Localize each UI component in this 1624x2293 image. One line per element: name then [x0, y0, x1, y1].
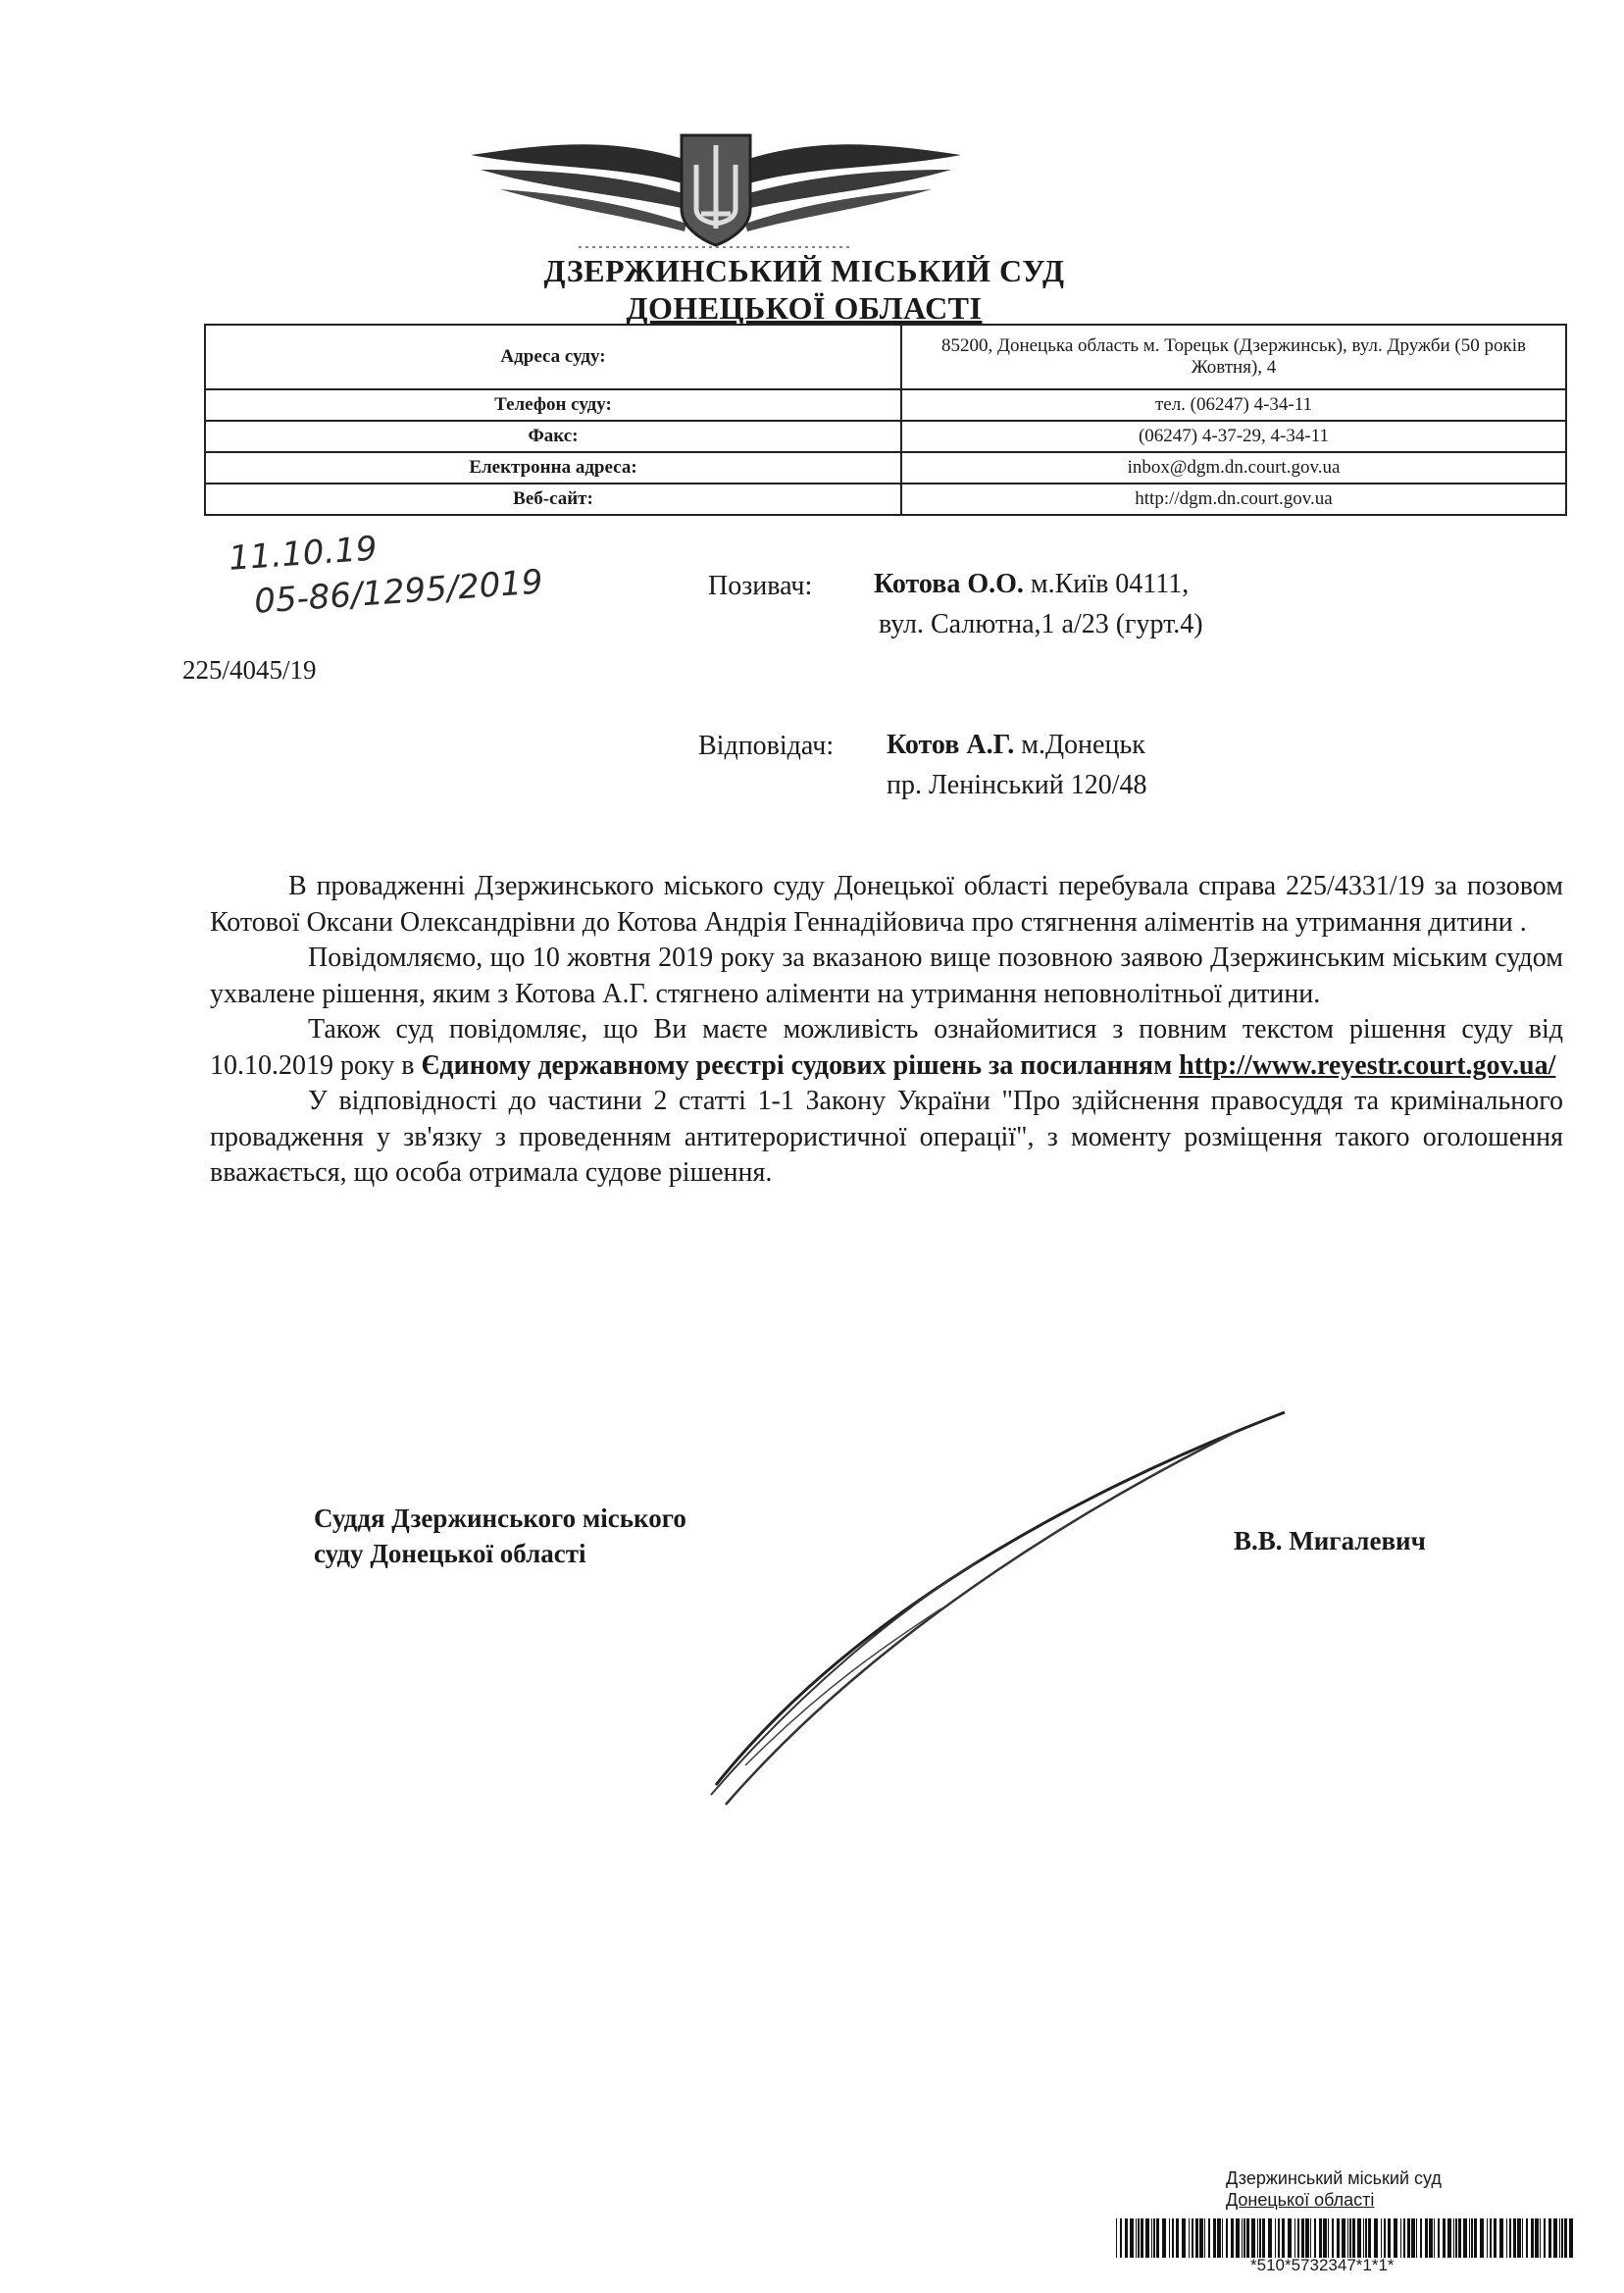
barcode-bar: [1535, 2218, 1539, 2258]
handwritten-reg-number: 05-86/1295/2019: [253, 562, 544, 622]
barcode-bar: [1509, 2218, 1511, 2258]
body-paragraph-2: Повідомляємо, що 10 жовтня 2019 року за вказаною вище позовною заявою Дзержинським міським судом ухвалене рішення, яким з Котова А.Г. стягнено аліменти на утримання неповнолітньої дитини.: [210, 943, 1563, 1009]
barcode-bar: [1156, 2218, 1159, 2258]
barcode-bar: [1268, 2218, 1272, 2258]
barcode-bar: [1314, 2218, 1316, 2258]
body-paragraph-3-text: Також суд повідомляє, що Ви маєте можливість ознайомитися з повним текстом рішення суду від 10.10.2019 року в: [210, 1014, 1563, 1081]
barcode-bar: [1394, 2218, 1397, 2258]
barcode-bar: [1125, 2218, 1128, 2258]
barcode-bar: [1192, 2218, 1193, 2258]
barcode-bar: [1332, 2218, 1334, 2258]
barcode-bar: [1153, 2218, 1155, 2258]
barcode-bar: [1400, 2218, 1401, 2258]
barcode-bar: [1357, 2218, 1361, 2258]
barcode-bar: [1429, 2218, 1433, 2258]
barcode-bar: [1176, 2218, 1179, 2258]
judge-title: [314, 1501, 686, 1571]
contact-row-fax: [205, 421, 1566, 452]
barcode-bar: [1548, 2218, 1551, 2258]
defendant-name: Котов А.Г.: [887, 730, 1015, 760]
barcode-bar: [1246, 2218, 1249, 2258]
footer-court-line1: Дзержинський міський суд: [1226, 2168, 1442, 2188]
handwritten-signature: [686, 1393, 1314, 1824]
barcode-bar: [1319, 2218, 1322, 2258]
barcode-number: *510*5732347*1*1*: [1250, 2256, 1395, 2274]
barcode-bar: [1347, 2218, 1348, 2258]
barcode-bar: [1162, 2218, 1166, 2258]
barcode-bar: [1474, 2218, 1477, 2258]
plaintiff-name: Котова О.О.: [874, 569, 1024, 599]
contact-label: Електронна адреса:: [205, 452, 901, 484]
defendant-label: Відповідач:: [698, 731, 835, 761]
plaintiff-address-1: м.Київ 04111,: [1030, 569, 1190, 599]
barcode-bar: [1199, 2218, 1203, 2258]
barcode-bar: [1262, 2218, 1265, 2258]
barcode-bar: [1471, 2218, 1473, 2258]
contact-label: Адреса суду:: [205, 325, 901, 389]
plaintiff-label: Позивач:: [708, 571, 813, 601]
barcode-bar: [1231, 2218, 1234, 2258]
barcode-bar: [1136, 2218, 1137, 2258]
barcode-bar: [1151, 2218, 1152, 2258]
plaintiff-address-2: вул. Салютна,1 а/23 (гурт.4): [879, 609, 1203, 639]
barcode-bar: [1172, 2218, 1174, 2258]
barcode-bar: [1222, 2218, 1223, 2258]
court-name-line1: ДЗЕРЖИНСЬКИЙ МІСЬКИЙ СУД: [543, 253, 1065, 288]
court-contacts-table: [204, 324, 1567, 516]
barcode-bar: [1310, 2218, 1311, 2258]
barcode-bar: [1544, 2218, 1546, 2258]
barcode-bar: [1368, 2218, 1371, 2258]
barcode-bar: [1522, 2218, 1523, 2258]
barcode-bar: [1365, 2218, 1367, 2258]
barcode-bar: [1553, 2218, 1557, 2258]
contact-value: (06247) 4-37-29, 4-34-11: [901, 421, 1566, 452]
court-name-line2: ДОНЕЦЬКОЇ ОБЛАСТІ: [626, 290, 983, 326]
barcode-bar: [1282, 2218, 1285, 2258]
barcode-bar: [1559, 2218, 1560, 2258]
barcode-bar: [1416, 2218, 1417, 2258]
judge-name: В.В. Мигалевич: [1234, 1526, 1426, 1555]
barcode-bar: [1305, 2218, 1309, 2258]
barcode-bar: [1182, 2218, 1186, 2258]
barcode-bar: [1130, 2218, 1134, 2258]
barcode-bar: [1388, 2218, 1391, 2258]
barcode-bar: [1259, 2218, 1261, 2258]
barcode-bar: [1294, 2218, 1295, 2258]
contact-label: Факс:: [205, 421, 901, 452]
barcode-bar: [1352, 2218, 1355, 2258]
barcode-bar: [1531, 2218, 1534, 2258]
barcode-bar: [1189, 2218, 1190, 2258]
barcode-bar: [1349, 2218, 1351, 2258]
registry-link[interactable]: http://www.reyestr.court.gov.ua/: [1179, 1049, 1556, 1081]
barcode-bar: [1455, 2218, 1457, 2258]
defendant-name-line: [887, 730, 1145, 761]
barcode-bar: [1384, 2218, 1386, 2258]
barcode-bar: [1138, 2218, 1140, 2258]
handwritten-date: 11.10.19: [228, 529, 379, 579]
judge-title-line1: Суддя Дзержинського міського: [314, 1503, 686, 1533]
barcode-bar: [1469, 2218, 1470, 2258]
barcode-bar: [1195, 2218, 1198, 2258]
barcode-bar: [1526, 2218, 1528, 2258]
judge-title-line2: суду Донецької області: [314, 1539, 586, 1568]
contact-row-phone: [205, 389, 1566, 421]
contact-value: inbox@dgm.dn.court.gov.ua: [901, 452, 1566, 484]
barcode-bar: [1288, 2218, 1292, 2258]
barcode-bar: [1257, 2218, 1258, 2258]
footer-court-line2: Донецької області: [1226, 2190, 1375, 2210]
contact-label: Веб-сайт:: [205, 484, 901, 515]
body-paragraph-1: В провадженні Дзержинського міського суду Донецької області перебувала справа 225/4331/19 за позовом Котової Оксани Олександрівни до Котова Андрія Геннадійовича про стягнення аліментів на утримання дитини .: [210, 871, 1563, 938]
barcode-bar: [1561, 2218, 1563, 2258]
barcode-bar: [1443, 2218, 1446, 2258]
barcode-bar: [1463, 2218, 1467, 2258]
defendant-address-2: пр. Ленінський 120/48: [887, 770, 1147, 800]
court-emblem-icon: [461, 116, 971, 253]
barcode-bar: [1490, 2218, 1492, 2258]
body-paragraph-4: У відповідності до частини 2 статті 1-1 Закону України "Про здійснення правосуддя та кримінального провадження у зв'язку з проведенням антитерористичної операції", з моменту розміщення такого оголошення вважається, що особа отримала судове рішення.: [210, 1086, 1563, 1188]
barcode-bar: [1517, 2218, 1521, 2258]
barcode-bar: [1217, 2218, 1221, 2258]
barcode-bar: [1208, 2218, 1210, 2258]
barcode-bar: [1438, 2218, 1440, 2258]
barcode-bar: [1141, 2218, 1143, 2258]
barcode-bar: [1301, 2218, 1304, 2258]
barcode-bar: [1236, 2218, 1240, 2258]
barcode-bar: [1116, 2218, 1117, 2258]
plaintiff-name-line: [874, 569, 1189, 600]
barcode-bar: [1420, 2218, 1422, 2258]
barcode-bar: [1204, 2218, 1205, 2258]
defendant-address-1: м.Донецьк: [1021, 730, 1145, 760]
barcode-bar: [1569, 2218, 1573, 2258]
barcode-bar: [1328, 2218, 1329, 2258]
barcode-bar: [1458, 2218, 1461, 2258]
contact-value: http://dgm.dn.court.gov.ua: [901, 484, 1566, 515]
barcode-bar: [1499, 2218, 1503, 2258]
barcode-bar: [1434, 2218, 1435, 2258]
contact-row-email: [205, 452, 1566, 484]
contact-row-website: [205, 484, 1566, 515]
footer-court-stamp: [1226, 2167, 1442, 2211]
barcode-bar: [1487, 2218, 1488, 2258]
barcode-bar: [1381, 2218, 1382, 2258]
contact-value: тел. (06247) 4-34-11: [901, 389, 1566, 421]
barcode-bar: [1243, 2218, 1245, 2258]
barcode-bar: [1297, 2218, 1299, 2258]
barcode-bar: [1480, 2218, 1484, 2258]
barcode-bar: [1564, 2218, 1567, 2258]
barcode-bar: [1411, 2218, 1415, 2258]
barcode-bar: [1145, 2218, 1149, 2258]
barcode-bar: [1425, 2218, 1428, 2258]
barcode-bar: [1540, 2218, 1541, 2258]
barcode-bar: [1363, 2218, 1364, 2258]
barcode-bar: [1407, 2218, 1410, 2258]
barcode-bar: [1403, 2218, 1405, 2258]
barcode-bar: [1275, 2218, 1276, 2258]
barcode-bar: [1513, 2218, 1516, 2258]
barcode-bar: [1278, 2218, 1280, 2258]
barcode: [1116, 2218, 1577, 2258]
contact-value: 85200, Донецька область м. Торецьк (Дзержинськ), вул. Дружби (50 років Жовтня), 4: [901, 325, 1566, 389]
barcode-bar: [1374, 2218, 1378, 2258]
contact-label: Телефон суду:: [205, 389, 901, 421]
barcode-bar: [1213, 2218, 1216, 2258]
barcode-bar: [1342, 2218, 1345, 2258]
barcode-bar: [1323, 2218, 1327, 2258]
registry-reference: Єдиному державному реєстрі судових рішень за посиланням: [421, 1049, 1173, 1081]
barcode-bar: [1337, 2218, 1340, 2258]
body-paragraph-3: [210, 1012, 1563, 1084]
barcode-bar: [1251, 2218, 1255, 2258]
contact-row-address: [205, 325, 1566, 389]
barcode-bar: [1120, 2218, 1122, 2258]
barcode-bar: [1242, 2218, 1243, 2258]
barcode-bar: [1453, 2218, 1454, 2258]
case-number: 225/4045/19: [182, 655, 317, 685]
barcode-bar: [1494, 2218, 1497, 2258]
barcode-bar: [1506, 2218, 1507, 2258]
notice-body: [210, 869, 1563, 1192]
barcode-bar: [1169, 2218, 1170, 2258]
barcode-bar: [1226, 2218, 1228, 2258]
barcode-bar: [1447, 2218, 1451, 2258]
